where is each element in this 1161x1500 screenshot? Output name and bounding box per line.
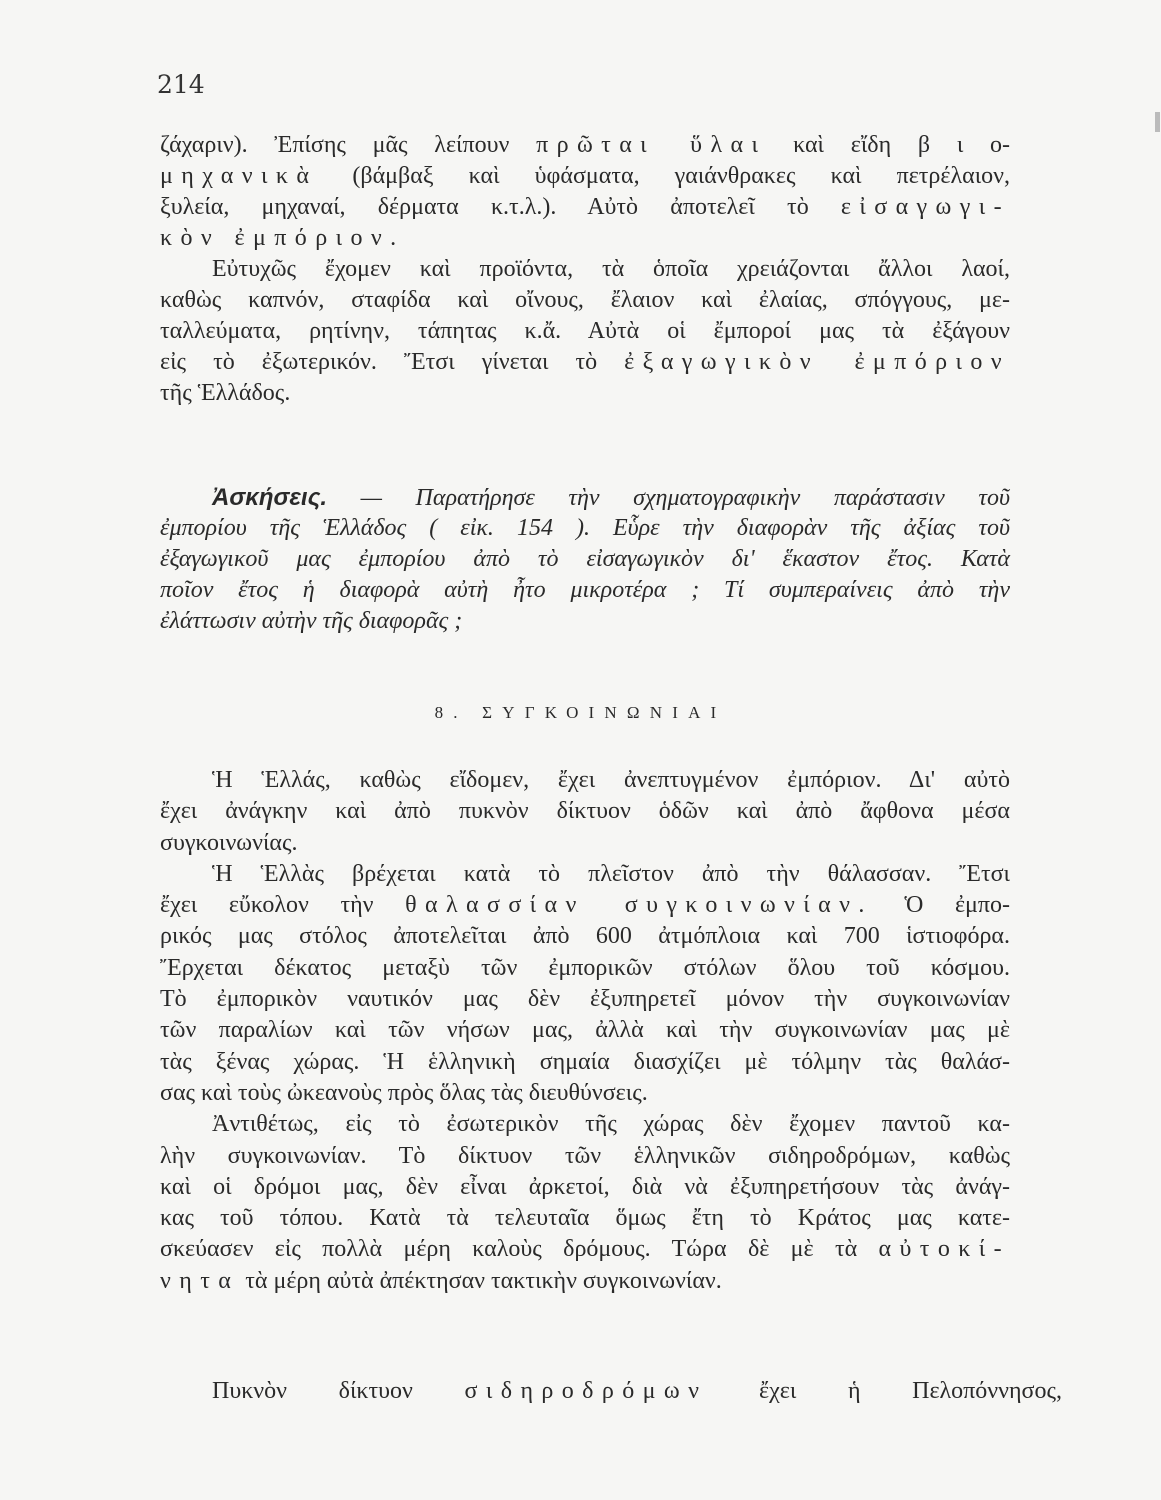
text-line: τὰς ξένας χώρας. Ἡ ἑλληνικὴ σημαία διασχίζει μὲ τόλμην τὰς θαλάσ- <box>160 1048 1010 1075</box>
paragraph-imports <box>160 130 1010 409</box>
section-communications-body <box>160 765 1010 1297</box>
text-line: τῆς Ἑλλάδος. <box>160 380 291 406</box>
text-line: σας καὶ τοὺς ὠκεανοὺς πρὸς ὅλας τὰς διευθύνσεις. <box>160 1079 648 1106</box>
text-line: συγκοινωνίας. <box>160 829 298 856</box>
text-line: Ἡ Ἑλλάς, καθὼς εἴδομεν, ἔχει ἀνεπτυγμένον ἐμπόριον. Δι' αὐτὸ <box>212 767 1010 793</box>
text-line: Ἡ Ἑλλὰς βρέχεται κατὰ τὸ πλεῖστον ἀπὸ τὴν θάλασσαν. Ἔτσι <box>212 860 1010 887</box>
text-line: ζάχαριν). Ἐπίσης μᾶς λείπουν πρῶται ὕλαι καὶ εἴδη β ι ο- <box>160 132 1011 158</box>
text-line: καθὼς καπνόν, σταφίδα καὶ οἴνους, ἔλαιον καὶ ἐλαίας, σπόγγους, με- <box>160 287 1010 313</box>
text-line: ταλλεύματα, ρητίνην, τάπητας κ.ἄ. Αὐτὰ οἱ ἔμποροί μας τὰ ἐξάγουν <box>160 318 1010 344</box>
page-number: 214 <box>157 70 205 99</box>
exercises-block <box>160 482 1010 637</box>
text-line: Ἀσκήσεις. — Παρατήρησε τὴν σχηματογραφικὴν παράστασιν τοῦ <box>212 484 1010 511</box>
text-line: εἰς τὸ ἐξωτερικόν. Ἔτσι γίνεται τὸ ἐξαγωγικὸν ἐμπόριον <box>160 349 1010 375</box>
text-line: Τὸ ἐμπορικὸν ναυτικόν μας δὲν ἐξυπηρετεῖ μόνον τὴν συγκοινωνίαν <box>160 986 1010 1013</box>
section-title: 8. ΣΥΓΚΟΙΝΩΝΙΑΙ <box>434 703 727 722</box>
text-line: ἔχει ἀνάγκην καὶ ἀπὸ πυκνὸν δίκτυον ὁδῶν καὶ ἀπὸ ἄφθονα μέσα <box>160 798 1010 825</box>
text-line: Ἀντιθέτως, εἰς τὸ ἐσωτερικὸν τῆς χώρας δὲν ἔχομεν παντοῦ κα- <box>212 1111 1010 1138</box>
text-line: κας τοῦ τόπου. Κατὰ τὰ τελευταῖα ὅμως ἔτη τὸ Κράτος μας κατε- <box>160 1205 1010 1232</box>
text-line: τῶν παραλίων καὶ τῶν νήσων μας, ἀλλὰ καὶ τὴν συγκοινωνίαν μας μὲ <box>160 1017 1010 1044</box>
text-line: Εὐτυχῶς ἔχομεν καὶ προϊόντα, τὰ ὁποῖα χρειάζονται ἄλλοι λαοί, <box>212 256 1010 282</box>
text-line: νητα τὰ μέρη αὐτὰ ἀπέκτησαν τακτικὴν συγκοινωνίαν. <box>160 1267 722 1294</box>
text-line: Ἔρχεται δέκατος μεταξὺ τῶν ἐμπορικῶν στόλων ὅλου τοῦ κόσμου. <box>160 954 1010 981</box>
text-line: σκεύασεν εἰς πολλὰ μέρη καλοὺς δρόμους. Τώρα δὲ μὲ τὰ αὐτοκί- <box>160 1236 1010 1263</box>
text-line: Πυκνὸν δίκτυον σιδηροδρόμων ἔχει ἡ Πελοπόννησος, <box>212 1378 1062 1404</box>
scan-mark <box>1155 112 1160 132</box>
text-line: ἐλάττωσιν αὐτὴν τῆς διαφορᾶς ; <box>160 608 463 634</box>
text-line: ρικός μας στόλος ἀποτελεῖται ἀπὸ 600 ἀτμόπλοια καὶ 700 ἱστιοφόρα. <box>160 923 1010 950</box>
text-line: ἔχει εὔκολον τὴν θαλασσίαν συγκοινωνίαν. Ὁ ἐμπο- <box>160 892 1011 919</box>
text-line: ἐμπορίου τῆς Ἑλλάδος ( εἰκ. 154 ). Εὗρε τὴν διαφορὰν τῆς ἀξίας τοῦ <box>160 515 1010 541</box>
text-line: καὶ οἱ δρόμοι μας, δὲν εἶναι ἀρκετοί, διὰ νὰ ἐξυπηρετήσουν τὰς ἀνάγ- <box>160 1173 1010 1200</box>
text-line: ξυλεία, μηχαναί, δέρματα κ.τ.λ.). Αὐτὸ ἀποτελεῖ τὸ εἰσαγωγι- <box>160 194 1010 220</box>
text-line: λὴν συγκοινωνίαν. Τὸ δίκτυον τῶν ἑλληνικῶν σιδηροδρόμων, καθὼς <box>160 1142 1010 1169</box>
text-line: ποῖον ἔτος ἡ διαφορὰ αὐτὴ ἦτο μικροτέρα ; Τί συμπεραίνεις ἀπὸ τὴν <box>160 577 1010 603</box>
exercises-heading: Ἀσκήσεις. <box>212 484 328 511</box>
text-line: μηχανικὰ (βάμβαξ καὶ ὑφάσματα, γαιάνθρακες καὶ πετρέλαιον, <box>160 163 1010 189</box>
text-line: κὸν ἐμπόριον. <box>160 225 405 251</box>
text-line: ἐξαγωγικοῦ μας ἐμπορίου ἀπὸ τὸ εἰσαγωγικὸν δι' ἕκαστον ἔτος. Κατὰ <box>160 546 1010 572</box>
